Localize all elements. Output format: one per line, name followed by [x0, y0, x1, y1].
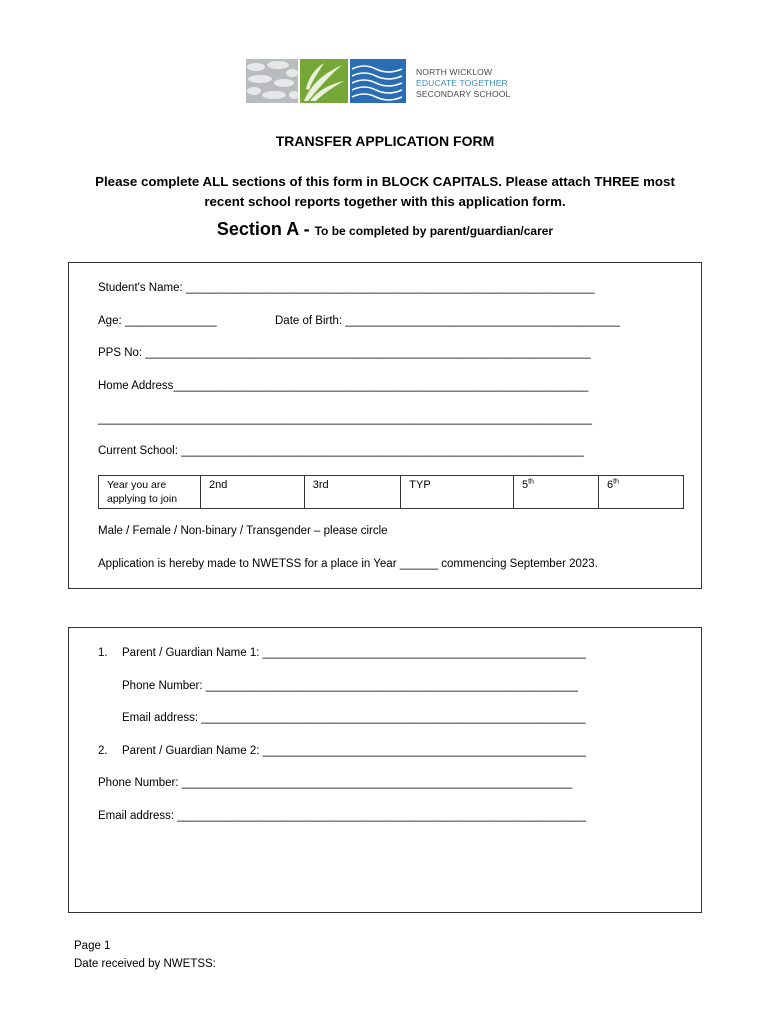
home-address-field[interactable]: Home Address____________________________________________________________________ [98, 380, 588, 392]
dob-field[interactable]: Date of Birth: _____________________________________________ [275, 315, 620, 327]
home-address-label: Home Address [98, 380, 174, 392]
pps-label: PPS No: [98, 347, 146, 359]
guardian-2-number: 2. [98, 745, 108, 757]
instructions-line-1: Please complete ALL sections of this form in BLOCK CAPITALS. Please attach THREE most [95, 174, 675, 189]
form-title: TRANSFER APPLICATION FORM [275, 133, 495, 149]
guardian-2-email-field[interactable]: Email address: ___________________________________________________________________ [98, 810, 586, 822]
current-school-label: Current School: [98, 445, 182, 457]
instructions [60, 172, 710, 212]
guardian-2-email-label: Email address: [98, 810, 178, 822]
application-line: Application is hereby made to NWETSS for a place in Year ______ commencing September 2023. [98, 558, 598, 570]
logo-line-1: NORTH WICKLOW [416, 67, 493, 77]
guardian-2-name-field[interactable]: Parent / Guardian Name 2: _____________________________________________________ [122, 745, 586, 757]
date-received: Date received by NWETSS: [74, 958, 216, 970]
student-name-field[interactable]: Student's Name: ___________________________________________________________________ [98, 282, 595, 294]
age-field[interactable]: Age: _______________ [98, 315, 217, 327]
guardian-1-email-field[interactable]: Email address: _______________________________________________________________ [122, 712, 586, 724]
age-label: Age: [98, 315, 125, 327]
year-table [98, 475, 684, 509]
instructions-line-2: recent school reports together with this application form. [204, 194, 566, 209]
guardian-2-name-label: Parent / Guardian Name 2: [122, 745, 263, 757]
guardian-1-phone-label: Phone Number: [122, 680, 206, 692]
section-a-title: Section A - [216, 219, 315, 239]
guardian-details-box [68, 627, 702, 913]
pps-field[interactable]: PPS No: _________________________________________________________________________ [98, 347, 591, 359]
section-a-heading [0, 219, 770, 240]
student-name-label: Student's Name: [98, 282, 186, 294]
guardian-1-number: 1. [98, 647, 108, 659]
gender-line: Male / Female / Non-binary / Transgender – please circle [98, 525, 388, 537]
logo-line-2: EDUCATE TOGETHER [416, 78, 508, 88]
guardian-1-name-field[interactable]: Parent / Guardian Name 1: _____________________________________________________ [122, 647, 586, 659]
school-logo [246, 59, 526, 103]
year-option-3rd[interactable]: 3rd [304, 476, 401, 509]
guardian-2-phone-label: Phone Number: [98, 777, 182, 789]
current-school-field[interactable]: Current School: __________________________________________________________________ [98, 445, 584, 457]
year-option-6th[interactable]: 6th [598, 476, 683, 509]
guardian-2-phone-field[interactable]: Phone Number: ________________________________________________________________ [98, 777, 572, 789]
logo-text [416, 67, 510, 100]
year-option-2nd[interactable]: 2nd [201, 476, 305, 509]
guardian-1-name-label: Parent / Guardian Name 1: [122, 647, 263, 659]
year-option-typ[interactable]: TYP [401, 476, 514, 509]
section-a-subtitle: To be completed by parent/guardian/carer [314, 224, 554, 238]
home-address-line-2[interactable]: _________________________________________________________________________________ [98, 413, 592, 425]
logo-line-3: SECONDARY SCHOOL [416, 89, 511, 99]
guardian-1-phone-field[interactable]: Phone Number: _____________________________________________________________ [122, 680, 578, 692]
guardian-1-email-label: Email address: [122, 712, 202, 724]
logo-graphic [246, 59, 406, 103]
dob-label: Date of Birth: [275, 315, 346, 327]
page-number: Page 1 [74, 940, 111, 952]
year-table-label: Year you are applying to join [99, 476, 201, 509]
year-option-5th[interactable]: 5th [513, 476, 598, 509]
